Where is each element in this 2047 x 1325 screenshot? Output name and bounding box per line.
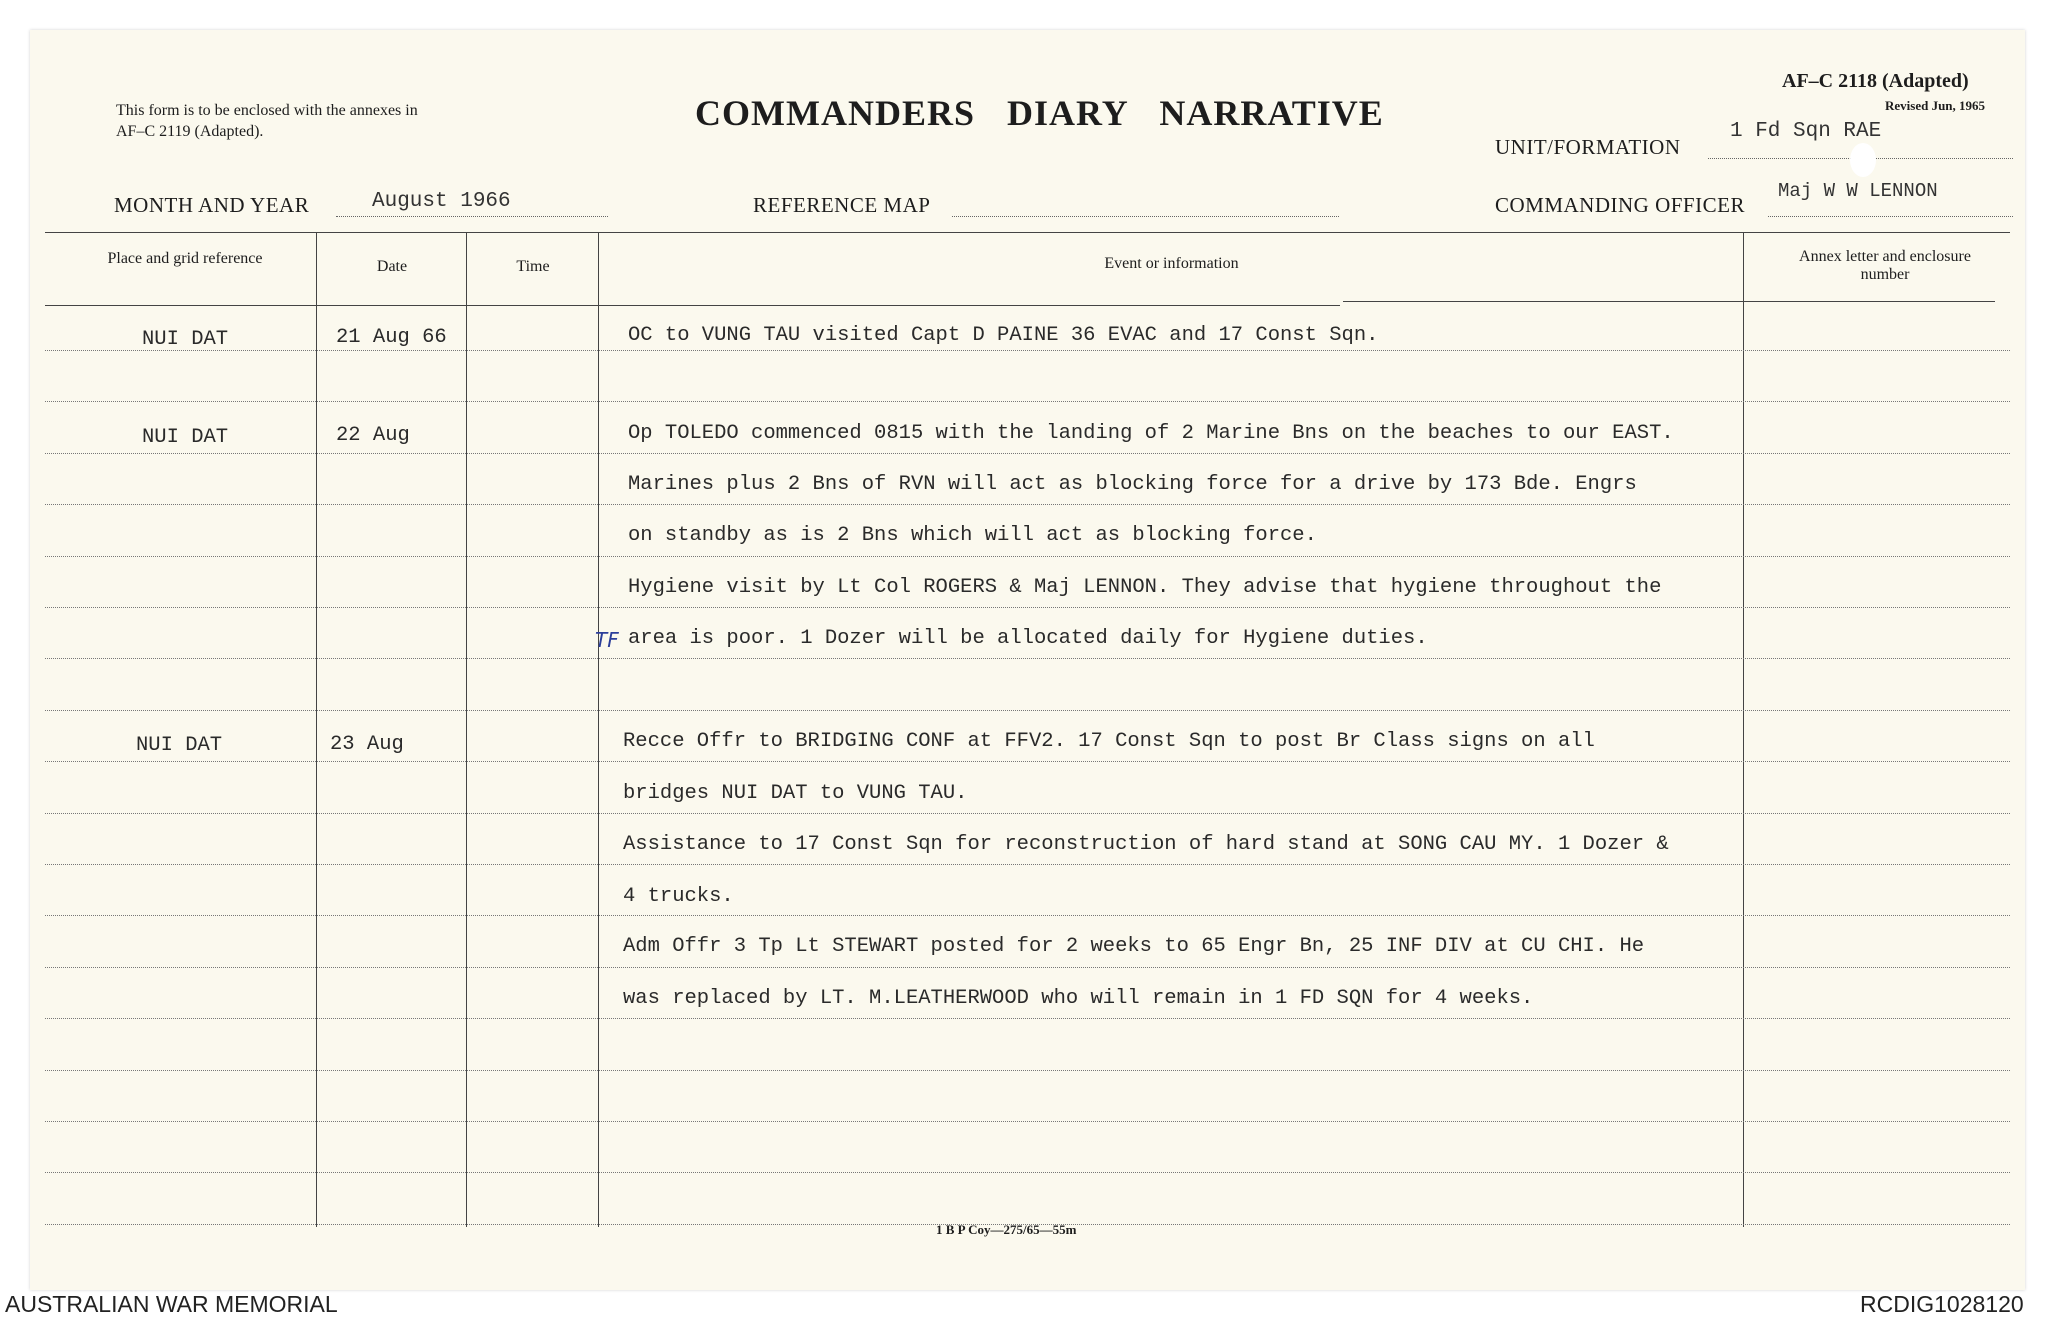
entry-3-place: NUI DAT [136,734,223,757]
row-rule [45,658,2010,659]
unit-formation-label: UNIT/FORMATION [1495,135,1681,159]
commanding-officer-label: COMMANDING OFFICER [1495,193,1745,217]
row-rule [45,710,2010,711]
entry-2-place: NUI DAT [142,426,229,449]
row-rule [45,504,2010,505]
margin-annotation: TF [595,628,619,652]
commanding-officer-value: Maj W W LENNON [1778,180,1938,202]
entry-3-line-6: was replaced by LT. M.LEATHERWOOD who will remain in 1 FD SQN for 4 weeks. [623,987,1534,1010]
col-header-annex: Annex letter and enclosure number [1799,248,1971,283]
month-year-line [336,216,608,217]
entry-2-line-4: Hygiene visit by Lt Col ROGERS & Maj LENNON. They advise that hygiene throughout the [628,576,1662,599]
entry-3-line-4: 4 trucks. [623,885,734,908]
col-header-event: Event or information [1104,255,1239,272]
unit-formation-value: 1 Fd Sqn RAE [1730,120,1882,143]
printer-mark: 1 B P Coy—275/65—55m [936,1222,1077,1237]
entry-1-date: 21 Aug 66 [336,326,447,349]
row-rule [45,813,2010,814]
reference-map-label: REFERENCE MAP [753,193,931,217]
row-rule [45,967,2010,968]
commanding-officer-line [1768,216,2013,217]
header-bottom-border [45,305,1340,306]
month-year-value: August 1966 [372,190,511,213]
row-rule [45,350,2010,351]
entry-1-place: NUI DAT [142,328,229,351]
entry-2-line-2: Marines plus 2 Bns of RVN will act as blocking force for a drive by 173 Bde. Engrs [628,473,1637,496]
revised-date: Revised Jun, 1965 [1885,98,1986,113]
row-rule [45,864,2010,865]
archive-reference: RCDIG1028120 [1860,1291,2024,1317]
table-top-border [45,232,2010,233]
page-title: COMMANDERS DIARY NARRATIVE [695,93,1384,133]
annex-header-border [1343,301,1995,302]
entry-2-line-1: Op TOLEDO commenced 0815 with the landing of 2 Marine Bns on the beaches to our EAST. [628,422,1674,445]
col-header-time: Time [516,258,550,275]
entry-3-line-3: Assistance to 17 Const Sqn for reconstruction of hard stand at SONG CAU MY. 1 Dozer & [623,833,1669,856]
col-divider-time [598,232,599,1227]
entry-3-line-5: Adm Offr 3 Tp Lt STEWART posted for 2 weeks to 65 Engr Bn, 25 INF DIV at CU CHI. He [623,935,1645,958]
col-divider-place [316,232,317,1227]
entry-1-line-1: OC to VUNG TAU visited Capt D PAINE 36 EVAC and 17 Const Sqn. [628,324,1379,347]
row-rule [45,761,2010,762]
punch-hole [1850,143,1876,177]
row-rule [45,1018,2010,1019]
row-rule [45,1172,2010,1173]
diary-form [30,30,2025,1290]
form-code: AF–C 2118 (Adapted) [1782,70,1969,92]
row-rule [45,607,2010,608]
row-rule [45,556,2010,557]
month-year-label: MONTH AND YEAR [114,193,310,217]
archive-name: AUSTRALIAN WAR MEMORIAL [5,1291,338,1317]
entry-2-line-5: area is poor. 1 Dozer will be allocated daily for Hygiene duties. [628,627,1428,650]
col-divider-event [1743,232,1744,1227]
row-rule [45,401,2010,402]
entry-2-line-3: on standby as is 2 Bns which will act as blocking force. [628,524,1317,547]
reference-map-line [952,216,1339,217]
row-rule [45,453,2010,454]
col-header-date: Date [376,258,408,275]
entry-3-date: 23 Aug [330,733,404,756]
row-rule [45,915,2010,916]
entry-3-line-1: Recce Offr to BRIDGING CONF at FFV2. 17 Const Sqn to post Br Class signs on all [623,730,1595,753]
col-header-place: Place and grid reference [107,250,263,267]
entry-2-date: 22 Aug [336,424,410,447]
enclosure-note: This form is to be enclosed with the annexes in AF–C 2119 (Adapted). [116,102,418,140]
row-rule [45,1121,2010,1122]
entry-3-line-2: bridges NUI DAT to VUNG TAU. [623,782,968,805]
col-divider-date [466,232,467,1227]
row-rule [45,1070,2010,1071]
